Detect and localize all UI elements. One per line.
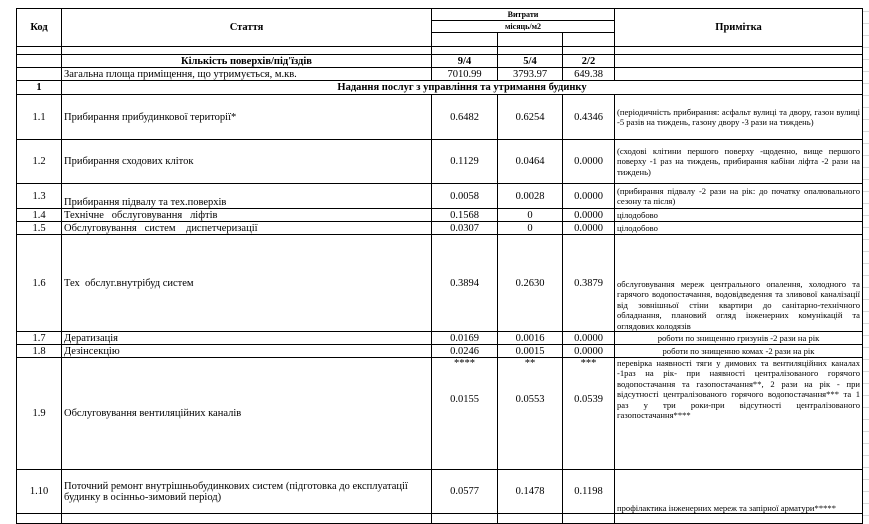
floors-9-4: 9/4 [432, 55, 498, 68]
row-value-2: 0.0016 [498, 332, 563, 345]
row-value-1: 0.0169 [432, 332, 498, 345]
row-note: перевірка наявності тяги у димових та вентиляційних каналах -1раз на рік- при наявності централізованого горячого водопостачання та газопостачання**, 2 рази на рік - при відсутності централізованого горячого водопостачання*** та 1 раз у три роки-при відсутності централізованого газопостачання**** [615, 358, 863, 470]
section-title: Надання послуг з управління та утримання будинку [62, 81, 863, 95]
row-value-3: 0.4346 [563, 95, 615, 140]
row-value-2: 0.0464 [498, 140, 563, 184]
row-value-3: 0.0000 [563, 222, 615, 235]
area-value-2: 3793.97 [498, 68, 563, 81]
row-value-cell-2 [498, 358, 563, 470]
row-note: (періодичність прибирання: асфальт вулиці та двору, газон вулиці -5 разів на тиждень, газону двору -3 рази на тиждень) [615, 95, 863, 140]
header-note: Примітка [615, 9, 863, 47]
row-name: Прибирання сходових кліток [62, 140, 432, 184]
table-row [17, 184, 863, 209]
row-code: 1.7 [17, 332, 62, 345]
row-value-3: 0.0000 [563, 140, 615, 184]
row-code: 1.5 [17, 222, 62, 235]
area-label: Загальна площа приміщення, що утримується, м.кв. [62, 68, 432, 81]
row-stars-1: **** [454, 358, 475, 369]
row-value-1: 0.0307 [432, 222, 498, 235]
header-code: Код [17, 9, 62, 47]
floors-row [17, 55, 863, 68]
row-code: 1.6 [17, 235, 62, 332]
section-row [17, 81, 863, 95]
row-value-1: 0.3894 [432, 235, 498, 332]
row-value-1: 0.0155 [450, 393, 479, 405]
row-note: (прибирання підвалу -2 рази на рік: до початку опалювального сезону та після) [615, 184, 863, 209]
table-row [17, 95, 863, 140]
row-code: 1.2 [17, 140, 62, 184]
row-code: 1.9 [17, 358, 62, 470]
row-name: Технічне обслуговування ліфтів [62, 209, 432, 222]
row-value-2: 0 [498, 209, 563, 222]
row-note: роботи по знищенню гризунів -2 рази на рік [615, 332, 863, 345]
row-stars-2: ** [524, 358, 536, 369]
header-row-1 [17, 9, 863, 21]
row-value-3: 0.0539 [574, 393, 603, 405]
tariff-table [16, 8, 863, 524]
row-note: (сходові клітини першого поверху -щоденно, вище першого поверху -1 раз на тиждень, прибирання кабіни ліфта -2 рази на тиждень) [615, 140, 863, 184]
row-value-3: 0.0000 [563, 184, 615, 209]
row-value-2: 0.0028 [498, 184, 563, 209]
table-row [17, 345, 863, 358]
floors-5-4: 5/4 [498, 55, 563, 68]
area-row [17, 68, 863, 81]
row-value-2: 0.0015 [498, 345, 563, 358]
row-note: роботи по знищенню комах -2 рази на рік [615, 345, 863, 358]
row-name: Прибирання підвалу та тех.поверхів [62, 184, 432, 209]
row-value-1: 0.6482 [432, 95, 498, 140]
row-value-1: 0.1129 [432, 140, 498, 184]
row-value-cell-3 [563, 358, 615, 470]
row-code: 1.10 [17, 470, 62, 514]
row-name: Дезінсекцію [62, 345, 432, 358]
area-value-3: 649.38 [563, 68, 615, 81]
table-row [17, 235, 863, 332]
row-name: Обслуговування систем диспетчеризації [62, 222, 432, 235]
spacer-row [17, 47, 863, 55]
row-value-3: 0.0000 [563, 209, 615, 222]
row-note: цілодобово [615, 209, 863, 222]
header-costs: Витрати [432, 9, 615, 21]
row-value-1: 0.0058 [432, 184, 498, 209]
row-value-2: 0.1478 [498, 470, 563, 514]
table-row [17, 209, 863, 222]
row-code: 1.1 [17, 95, 62, 140]
header-unit: місяць/м2 [432, 21, 615, 33]
table-row [17, 332, 863, 345]
table-row [17, 222, 863, 235]
row-value-2: 0 [498, 222, 563, 235]
row-name: Дератизація [62, 332, 432, 345]
row-name: Прибирання прибудинкової території* [62, 95, 432, 140]
gridline-strip [862, 0, 869, 524]
row-note: профілактика інженерних мереж та запірної арматури***** [615, 470, 863, 514]
header-article: Стаття [62, 9, 432, 47]
floors-2-2: 2/2 [563, 55, 615, 68]
table-row [17, 140, 863, 184]
row-value-1: 0.0246 [432, 345, 498, 358]
row-name: Тех обслуг.внутрібуд систем [62, 235, 432, 332]
row-value-2: 0.6254 [498, 95, 563, 140]
trailing-row [17, 514, 863, 524]
row-value-1: 0.1568 [432, 209, 498, 222]
row-value-2: 0.0553 [515, 393, 545, 405]
row-value-2: 0.2630 [498, 235, 563, 332]
table-row [17, 358, 863, 470]
area-value-1: 7010.99 [432, 68, 498, 81]
row-value-1: 0.0577 [432, 470, 498, 514]
row-stars-3: *** [580, 358, 597, 369]
floors-label: Кількість поверхів/під'їздів [62, 55, 432, 68]
section-code: 1 [17, 81, 62, 95]
row-value-3: 0.1198 [563, 470, 615, 514]
row-value-3: 0.3879 [563, 235, 615, 332]
row-code: 1.8 [17, 345, 62, 358]
row-name: Обслуговування вентиляційних каналів [62, 358, 432, 470]
row-note: обслуговування мереж центрального опалення, холодного та гарячого водопостачання, водовідведення та зливової каналізації від зовнішньої стіни квартири до санітарно-технічного обладнання, плановий огляд інженерних комунікацій та оглядових колодязів [615, 235, 863, 332]
table-row [17, 470, 863, 514]
row-value-3: 0.0000 [563, 332, 615, 345]
row-value-3: 0.0000 [563, 345, 615, 358]
row-code: 1.4 [17, 209, 62, 222]
row-name: Поточний ремонт внутрішньобудинкових систем (підготовка до експлуатації будинку в осінньо-зимовий період) [62, 470, 432, 514]
row-code: 1.3 [17, 184, 62, 209]
row-value-cell-1 [432, 358, 498, 470]
row-note: цілодобово [615, 222, 863, 235]
